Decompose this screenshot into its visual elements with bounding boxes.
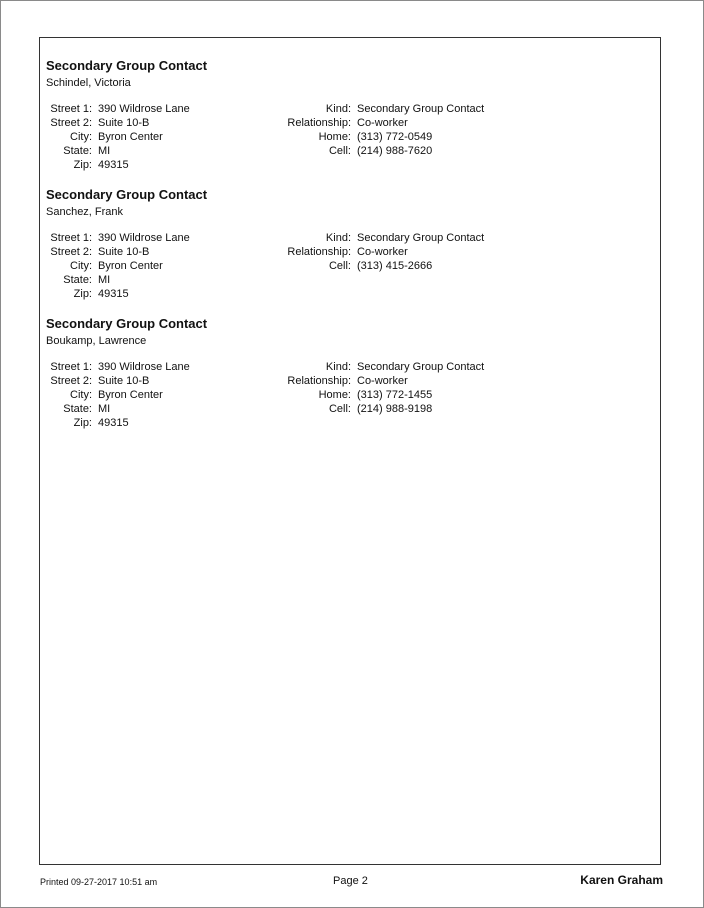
field-label: City:: [70, 389, 92, 401]
field-label: Zip:: [73, 417, 92, 429]
contact-record: [46, 316, 646, 430]
detail-row: [246, 388, 484, 402]
address-row: [46, 374, 190, 388]
field-label: Street 1:: [50, 361, 92, 373]
field-label: Street 2:: [50, 375, 92, 387]
detail-row: [246, 130, 484, 144]
detail-row: [246, 102, 484, 116]
footer-person-name: Karen Graham: [580, 873, 663, 887]
contact-fields: [46, 360, 646, 430]
field-label: Zip:: [73, 159, 92, 171]
details-column: [246, 360, 484, 416]
address-row: [46, 287, 190, 301]
contact-name: Sanchez, Frank: [46, 206, 124, 218]
field-value: Secondary Group Contact: [357, 103, 485, 115]
field-value: Byron Center: [98, 389, 163, 401]
field-label: City:: [70, 260, 92, 272]
contact-name: Boukamp, Lawrence: [46, 335, 147, 347]
address-column: [46, 231, 190, 301]
field-value: (214) 988-7620: [357, 145, 433, 157]
address-row: [46, 130, 190, 144]
details-column: [246, 102, 484, 158]
field-value: (313) 772-1455: [357, 389, 433, 401]
detail-row: [246, 374, 484, 388]
detail-row: [246, 231, 484, 245]
detail-row: [246, 116, 484, 130]
field-value: MI: [98, 403, 111, 415]
field-label: Home:: [318, 389, 351, 401]
contact-record: [46, 58, 646, 172]
contact-title: Secondary Group Contact: [46, 187, 208, 202]
printed-timestamp: Printed 09-27-2017 10:51 am: [40, 877, 158, 887]
field-value: Co-worker: [357, 246, 408, 258]
field-value: Suite 10-B: [98, 246, 150, 258]
address-row: [46, 102, 190, 116]
field-value: (214) 988-9198: [357, 403, 433, 415]
field-value: Suite 10-B: [98, 375, 150, 387]
field-label: Relationship:: [287, 117, 351, 129]
field-value: Byron Center: [98, 131, 163, 143]
address-row: [46, 402, 190, 416]
field-value: Secondary Group Contact: [357, 361, 485, 373]
field-label: Cell:: [328, 145, 351, 157]
address-row: [46, 231, 190, 245]
contact-record: [46, 187, 646, 301]
field-label: Street 2:: [50, 246, 92, 258]
field-value: 390 Wildrose Lane: [98, 361, 190, 373]
field-value: 49315: [98, 288, 129, 300]
address-column: [46, 102, 190, 172]
address-row: [46, 116, 190, 130]
contact-title: Secondary Group Contact: [46, 58, 208, 73]
detail-row: [246, 402, 484, 416]
contact-title: Secondary Group Contact: [46, 316, 208, 331]
field-value: Byron Center: [98, 260, 163, 272]
field-label: City:: [70, 131, 92, 143]
field-label: Street 1:: [50, 232, 92, 244]
field-label: Kind:: [325, 103, 351, 115]
detail-row: [246, 144, 484, 158]
contact-fields: [46, 102, 646, 172]
report-content: [39, 37, 661, 865]
address-row: [46, 360, 190, 374]
field-value: 49315: [98, 417, 129, 429]
field-value: Secondary Group Contact: [357, 232, 485, 244]
address-row: [46, 245, 190, 259]
field-label: Kind:: [325, 361, 351, 373]
field-label: State:: [63, 274, 92, 286]
field-label: Kind:: [325, 232, 351, 244]
field-value: 49315: [98, 159, 129, 171]
field-label: Home:: [318, 131, 351, 143]
field-label: Relationship:: [287, 375, 351, 387]
field-label: Cell:: [328, 403, 351, 415]
field-value: MI: [98, 274, 111, 286]
field-value: Co-worker: [357, 117, 408, 129]
address-row: [46, 273, 190, 287]
field-label: Street 2:: [50, 117, 92, 129]
address-column: [46, 360, 190, 430]
field-value: Suite 10-B: [98, 117, 150, 129]
field-label: Relationship:: [287, 246, 351, 258]
field-value: (313) 772-0549: [357, 131, 433, 143]
detail-row: [246, 245, 484, 259]
details-column: [246, 231, 484, 273]
field-label: State:: [63, 145, 92, 157]
field-value: 390 Wildrose Lane: [98, 232, 190, 244]
address-row: [46, 158, 190, 172]
address-row: [46, 388, 190, 402]
field-label: State:: [63, 403, 92, 415]
address-row: [46, 416, 190, 430]
field-label: Street 1:: [50, 103, 92, 115]
contact-name: Schindel, Victoria: [46, 77, 131, 89]
detail-row: [246, 360, 484, 374]
page-number: Page 2: [333, 875, 368, 887]
address-row: [46, 144, 190, 158]
field-value: Co-worker: [357, 375, 408, 387]
field-value: MI: [98, 145, 111, 157]
address-row: [46, 259, 190, 273]
contact-fields: [46, 231, 646, 301]
field-value: (313) 415-2666: [357, 260, 433, 272]
field-value: 390 Wildrose Lane: [98, 103, 190, 115]
detail-row: [246, 259, 484, 273]
field-label: Zip:: [73, 288, 92, 300]
field-label: Cell:: [328, 260, 351, 272]
